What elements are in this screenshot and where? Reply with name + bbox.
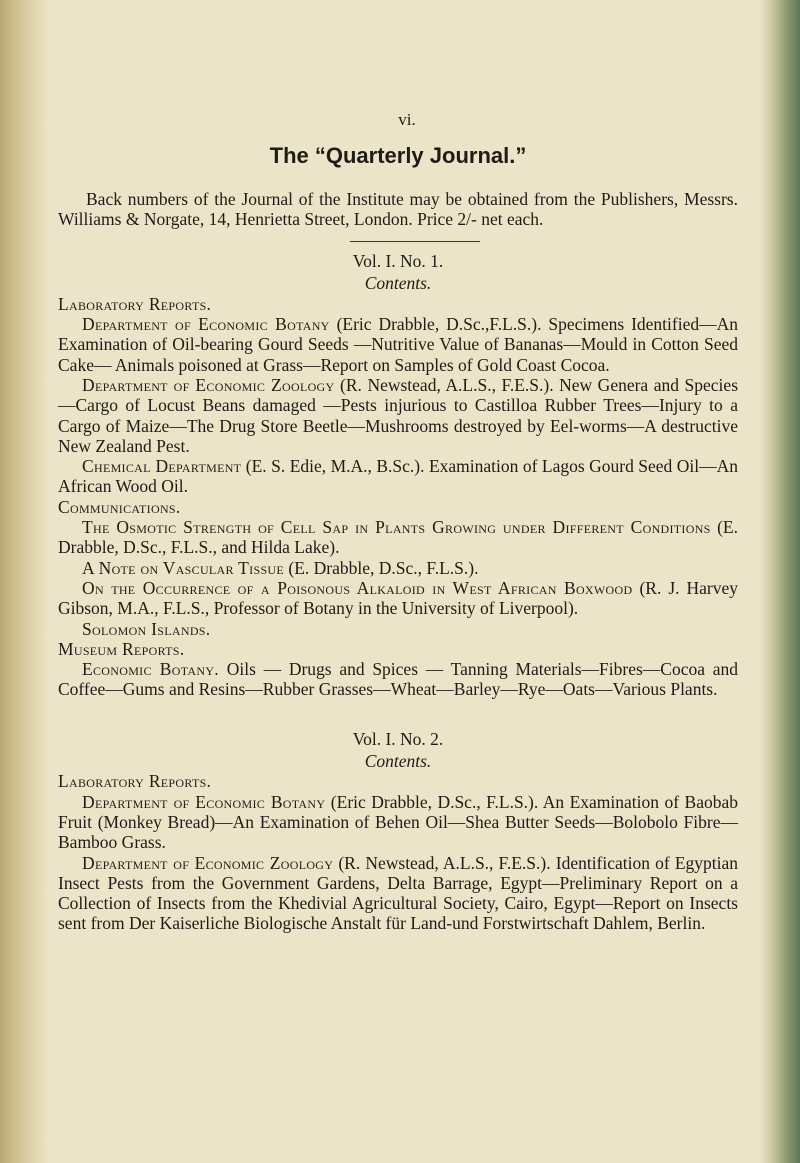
issue1-vascular-entry [58, 558, 738, 578]
intro-paragraph: Back numbers of the Journal of the Institute may be obtained from the Publishers, Messrs. Williams & Norgate, 14, Henrietta Street, London. Price 2/- net each. [58, 188, 738, 229]
entry-heading: A Note on Vascular Tissue [82, 557, 285, 578]
page-left-edge [0, 0, 48, 1163]
entry-body: (Eric Drabble, D.Sc., F.L.S.). An Examination of Baobab Fruit (Monkey Bread)—An Examination of Behen Oil—Shea Butter Seeds—Bolobolo Fibre—Bamboo Grass. [58, 791, 738, 853]
section-gap [58, 700, 738, 720]
page-title: The “Quarterly Journal.” [269, 143, 527, 169]
entry-body: (E. Drabble, D.Sc., F.L.S., and Hilda Lake). [58, 517, 739, 558]
entry-body: (R. Newstead, A.L.S., F.E.S.). Identification of Egyptian Insect Pests from the Government Gardens, Delta Barrage, Egypt—Preliminary Report on a Collection of Insects from the Khedivial Agricultural Society, Cairo, Egypt—Report on Insects sent from Der Kaiserliche Biologische Anstalt für Land-und Forstwirtschaft Dahlem, Berlin. [58, 852, 738, 934]
page-number: vi. [398, 110, 416, 129]
entry-body: (R. J. Harvey Gibson, M.A., F.L.S., Professor of Botany in the University of Liverpool). [58, 577, 739, 619]
issue2-lab-reports-heading: Laboratory Reports. [58, 771, 212, 792]
divider-rule [350, 241, 480, 242]
issue1-osmotic-entry [58, 517, 738, 558]
entry-heading: Department of Economic Zoology [82, 852, 334, 873]
entry-heading: The Osmotic Strength of Cell Sap in Plants Growing under Different Conditions [82, 517, 711, 538]
issue1-alkaloid-entry [58, 578, 738, 619]
issue1-lab-reports-heading: Laboratory Reports. [58, 293, 212, 314]
issue1-botany-entry [58, 314, 738, 375]
entry-body: (Eric Drabble, D.Sc.,F.L.S.). Specimens Identified—An Examination of Oil-bearing Gourd Seeds —Nutritive Value of Bananas—Mould in Cotton Seed Cake— Animals poisoned at Grass—Report on Samples of Gold Coast Cocoa. [58, 314, 738, 375]
issue2-contents-label: Contents. [364, 751, 432, 772]
issue2-zoology-entry [58, 853, 738, 934]
issue1-communications-heading: Communications. [58, 496, 181, 517]
issue2-botany-entry [58, 792, 738, 853]
issue1-museum-entry [58, 659, 738, 700]
issue2-volume: Vol. I. No. 2. [352, 728, 444, 749]
entry-heading: On the Occurrence of a Poisonous Alkaloid in West African Boxwood [82, 577, 633, 598]
entry-heading: Department of Economic Botany [82, 791, 326, 812]
issue1-museum-heading: Museum Reports. [58, 638, 185, 659]
issue1-contents-label: Contents. [364, 273, 432, 294]
page-right-edge [760, 0, 800, 1163]
entry-body: (E. S. Edie, M.A., B.Sc.). Examination of Lagos Gourd Seed Oil—An African Wood Oil. [58, 456, 738, 497]
issue1-solomon-entry: Solomon Islands. [82, 618, 211, 639]
issue1-chemical-entry [58, 456, 738, 497]
entry-heading: Economic Botany. [82, 659, 219, 680]
issue1-volume: Vol. I. No. 1. [352, 251, 444, 272]
issue1-zoology-entry [58, 375, 738, 456]
entry-body: (R. Newstead, A.L.S., F.E.S.). New Genera and Species—Cargo of Locust Beans damaged —Pests injurious to Castilloa Rubber Trees—Injury to a Cargo of Maize—The Drug Store Beetle—Mushrooms destroyed by Eel-worms—A destructive New Zealand Pest. [58, 374, 739, 456]
entry-heading: Department of Economic Zoology [82, 374, 335, 395]
entry-body: (E. Drabble, D.Sc., F.L.S.). [288, 557, 479, 578]
entry-heading: Chemical Department [82, 456, 242, 477]
entry-body: Oils — Drugs and Spices — Tanning Materials—Fibres—Cocoa and Coffee—Gums and Resins—Rubber Grasses—Wheat—Barley—Rye—Oats—Various Plants. [58, 659, 739, 700]
entry-heading: Department of Economic Botany [82, 314, 330, 335]
document-page [58, 110, 738, 934]
